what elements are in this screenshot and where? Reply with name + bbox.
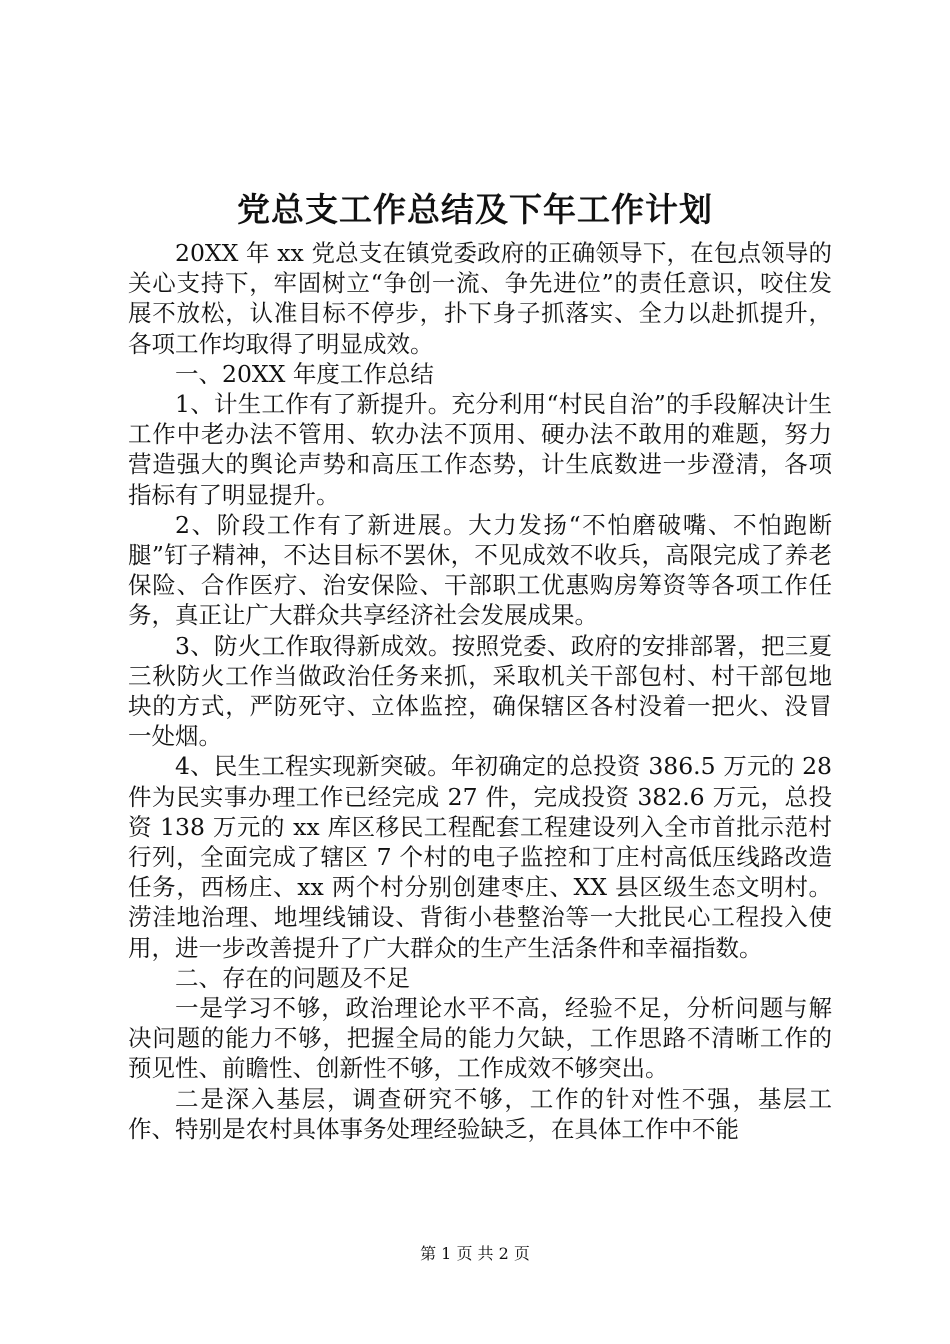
- page-footer: 第 1 页 共 2 页: [420, 1244, 530, 1263]
- paragraph-phase-work: 2、阶段工作有了新进展。大力发扬“不怕磨破嘴、不怕跑断腿”钉子精神，不达目标不罢休，不见成效不收兵，高限完成了养老保险、合作医疗、治安保险、干部职工优惠购房筹资等各项工作任务，真正让广大群众共享经济社会发展成果。: [128, 510, 832, 630]
- document-body: [128, 238, 832, 1144]
- paragraph-problem-two: 二是深入基层，调查研究不够，工作的针对性不强，基层工作、特别是农村具体事务处理经验缺乏，在具体工作中不能: [128, 1084, 832, 1143]
- paragraph-fire-prevention: 3、防火工作取得新成效。按照党委、政府的安排部署，把三夏三秋防火工作当做政治任务来抓，采取机关干部包村、村干部包地块的方式，严防死守、立体监控，确保辖区各村没着一把火、没冒一处烟。: [128, 631, 832, 751]
- paragraph-problem-one: 一是学习不够，政治理论水平不高，经验不足，分析问题与解决问题的能力不够，把握全局的能力欠缺，工作思路不清晰工作的预见性、前瞻性、创新性不够，工作成效不够突出。: [128, 994, 832, 1083]
- paragraph-family-planning: 1、计生工作有了新提升。充分利用“村民自治”的手段解决计生工作中老办法不管用、软办法不顶用、硬办法不敢用的难题，努力营造强大的舆论声势和高压工作态势，计生底数进一步澄清，各项指标有了明显提升。: [128, 390, 832, 509]
- paragraph-livelihood-projects: 4、民生工程实现新突破。年初确定的总投资 386.5 万元的 28 件为民实事办理工作已经完成 27 件，完成投资 382.6 万元，总投资 138 万元的 xx 库区移民工程配套工程建设列入全市首批示范村行列，全面完成了辖区 7 个村的电子监控和丁庄村高低压线路改造任务，西杨庄、xx 两个村分别创建枣庄、XX 县区级生态文明村。涝洼地治理、地埋线铺设、背街小巷整治等一大批民心工程投入使用，进一步改善提升了广大群众的生产生活条件和幸福指数。: [128, 752, 832, 962]
- document-title: 党总支工作总结及下年工作计划: [237, 190, 713, 229]
- section-heading-summary: 一、20XX 年度工作总结: [175, 359, 434, 388]
- intro-paragraph: 20XX 年 xx 党总支在镇党委政府的正确领导下，在包点领导的关心支持下，牢固树立“争创一流、争先进位”的责任意识，咬住发展不放松，认准目标不停步，扑下身子抓落实、全力以赴抓提升，各项工作均取得了明显成效。: [128, 239, 832, 358]
- section-heading-problems: 二、存在的问题及不足: [175, 963, 410, 992]
